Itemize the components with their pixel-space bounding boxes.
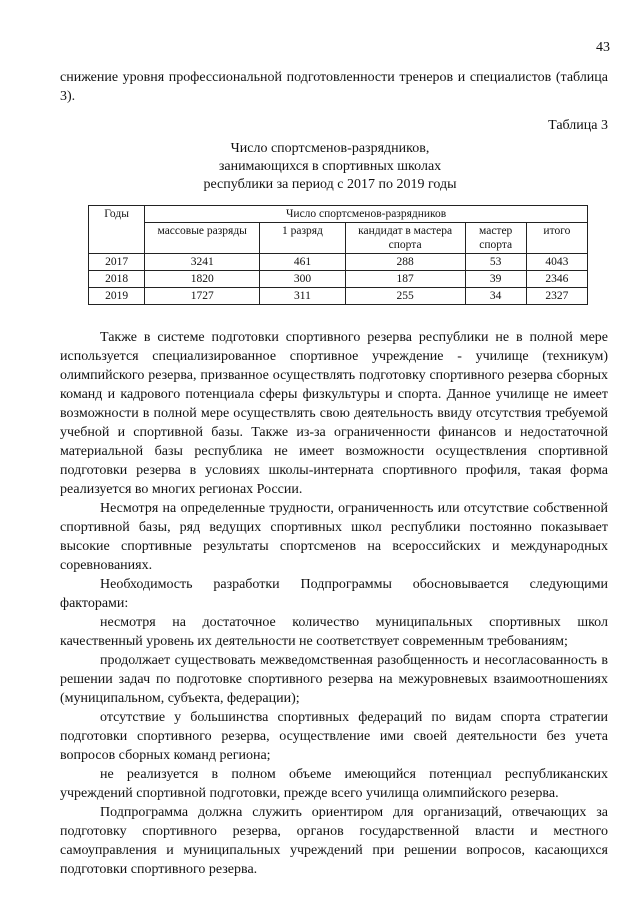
- paragraph: Подпрограмма должна служить ориентиром для организаций, отвечающих за подготовку спортивного резерва, органов государственной власти и местного самоуправления и муниципальных учреждений при решении вопросов, касающихся подготовки спортивного резерва.: [60, 805, 608, 877]
- header-master: мастер спорта: [465, 223, 526, 254]
- cell-value: 1820: [145, 271, 260, 288]
- cell-value: 461: [260, 254, 346, 271]
- cell-year: 2018: [89, 271, 145, 288]
- header-group: Число спортсменов-разрядников: [145, 206, 588, 223]
- cell-year: 2017: [89, 254, 145, 271]
- cell-value: 39: [465, 271, 526, 288]
- cell-value: 300: [260, 271, 346, 288]
- table-title: [150, 140, 510, 194]
- header-candidate-master: кандидат в мастера спорта: [345, 223, 465, 254]
- page-number: 43: [596, 40, 610, 55]
- table-row: [89, 288, 588, 305]
- table-title-line: занимающихся в спортивных школах: [218, 159, 442, 174]
- paragraph: отсутствие у большинства спортивных федераций по видам спорта стратегии подготовки спортивного резерва, осуществление ими своей деятельности без учета вопросов сборных команд региона;: [60, 710, 608, 763]
- cell-year: 2019: [89, 288, 145, 305]
- athletes-table: [88, 205, 588, 305]
- cell-value: 53: [465, 254, 526, 271]
- cell-value: 4043: [526, 254, 587, 271]
- header-mass-ranks: массовые разряды: [145, 223, 260, 254]
- intro-text: снижение уровня профессиональной подготовленности тренеров и специалистов (таблица 3).: [60, 70, 608, 104]
- cell-value: 187: [345, 271, 465, 288]
- cell-value: 3241: [145, 254, 260, 271]
- table-title-line: Число спортсменов-разрядников,: [230, 141, 430, 156]
- table-title-line: республики за период с 2017 по 2019 годы: [203, 177, 457, 192]
- header-years: Годы: [89, 206, 145, 254]
- cell-value: 2346: [526, 271, 587, 288]
- header-total: итого: [526, 223, 587, 254]
- header-first-rank: 1 разряд: [260, 223, 346, 254]
- cell-value: 2327: [526, 288, 587, 305]
- paragraph: Также в системе подготовки спортивного резерва республики не в полной мере используется специализированное спортивное учреждение - училище (техникум) олимпийского резерва, призванное осуществлять подготовку спортивного резерва сборных команд и кадрового потенциала сферы физкультуры и спорта. Данное училище не имеет возможности в полной мере осуществлять свою деятельность ввиду отсутствия требуемой учебной и спортивной базы. Также из-за ограниченности финансов и недостаточной материальной базы республика не имеет возможности осуществления спортивной подготовки резерва в условиях школы-интерната спортивного профиля, такая форма реализуется во многих регионах России.: [60, 330, 608, 497]
- cell-value: 288: [345, 254, 465, 271]
- intro-paragraph: [60, 68, 608, 106]
- table-row: [89, 254, 588, 271]
- table-label: Таблица 3: [548, 118, 608, 133]
- cell-value: 255: [345, 288, 465, 305]
- table-header-row: [89, 206, 588, 223]
- paragraph: несмотря на достаточное количество муниципальных спортивных школ качественный уровень их деятельности не соответствует современным требованиям;: [60, 615, 608, 649]
- table-subheader-row: [89, 223, 588, 254]
- cell-value: 311: [260, 288, 346, 305]
- paragraph: Необходимость разработки Подпрограммы обосновывается следующими факторами:: [60, 577, 608, 611]
- paragraph: Несмотря на определенные трудности, ограниченность или отсутствие собственной спортивной базы, ряд ведущих спортивных школ республики постоянно показывает высокие спортивные результаты спортсменов на всероссийских и международных соревнованиях.: [60, 501, 608, 573]
- cell-value: 34: [465, 288, 526, 305]
- body-text: [60, 328, 608, 879]
- paragraph: не реализуется в полном объеме имеющийся потенциал республиканских учреждений спортивной подготовки, прежде всего училища олимпийского резерва.: [60, 767, 608, 801]
- paragraph: продолжает существовать межведомственная разобщенность и несогласованность в решении задач по подготовке спортивного резерва на межуровневых взаимоотношениях (муниципальном, субъекта, федерации);: [60, 653, 608, 706]
- table-row: [89, 271, 588, 288]
- cell-value: 1727: [145, 288, 260, 305]
